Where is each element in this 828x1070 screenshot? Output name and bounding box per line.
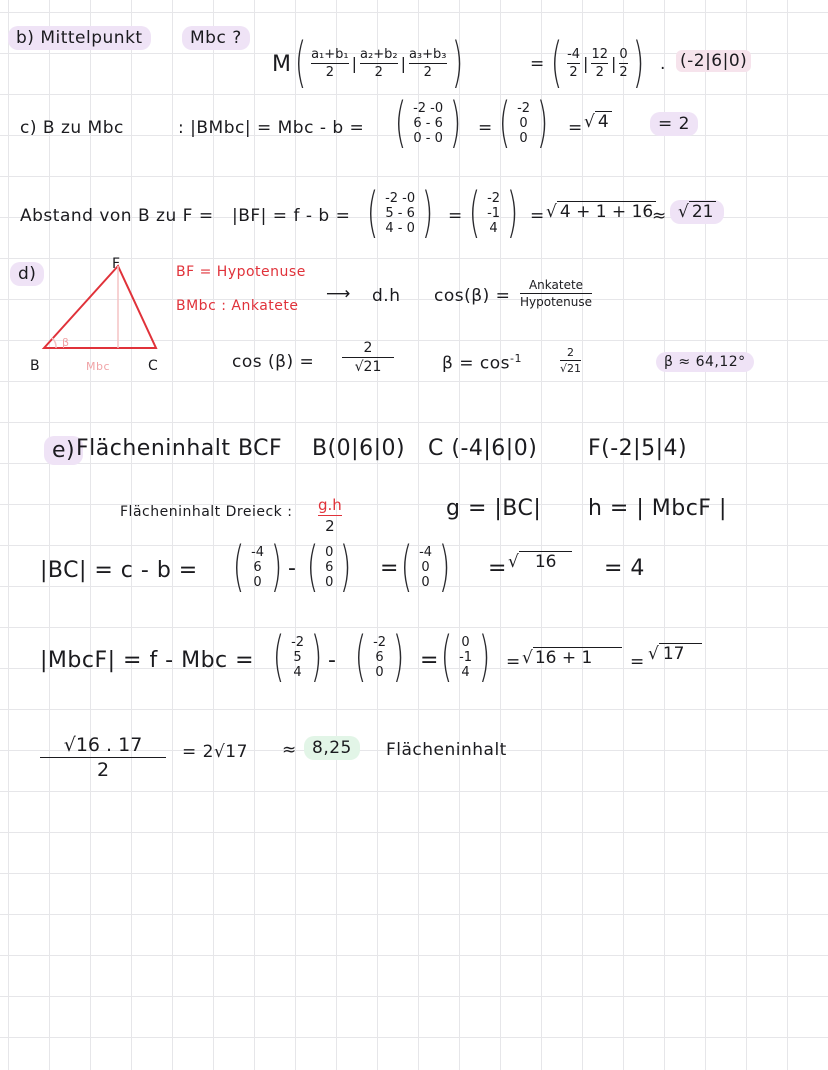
- angle-arc: [52, 338, 56, 348]
- section-b-target: Mbc ?: [182, 26, 250, 50]
- cos-label: cos(β) =: [434, 286, 511, 306]
- equals: =: [506, 652, 521, 672]
- section-e-label: e): [44, 436, 83, 465]
- area-label: Flächeninhalt: [386, 740, 507, 760]
- cosb-fraction: 2 √21: [342, 340, 394, 375]
- equals: =: [420, 648, 439, 673]
- equals: =: [448, 206, 463, 226]
- vector-c2: ( -2 0 0 ): [498, 91, 549, 154]
- sqrt-17-sum: √ 16 + 1: [522, 648, 622, 668]
- tri-label-b: B: [30, 358, 41, 374]
- midpoint-m: M: [272, 52, 292, 77]
- cos-fraction: Ankatete Hypotenuse: [520, 278, 593, 309]
- vector-mf1: ( -2 5 4 ): [272, 625, 323, 688]
- bm-ankatete: BMbc : Ankatete: [176, 298, 299, 314]
- minus: -: [328, 648, 337, 673]
- section-e-title: Flächeninhalt BCF: [76, 436, 283, 461]
- vector-bc1: ( -4 6 0 ): [232, 535, 283, 598]
- section-d-label: d): [10, 262, 44, 286]
- beta-result: β ≈ 64,12°: [656, 352, 754, 372]
- vector-mf3: ( 0 -1 4 ): [440, 625, 491, 688]
- equals: =: [488, 556, 507, 581]
- beta-eq: $\beta = \cos^{-1}$: [442, 352, 522, 374]
- equals: ≈: [652, 206, 667, 226]
- area-formula-frac: g.h 2: [318, 496, 342, 535]
- abstand-label: Abstand von B zu F =: [20, 206, 214, 226]
- equals: .: [660, 54, 666, 74]
- vector-c1: ( -2 -0 6 - 6 0 - 0 ): [394, 91, 462, 154]
- h-def: h = | MbcF |: [588, 496, 727, 521]
- cosb-label: cos (β) =: [232, 352, 315, 372]
- mf-expr: |MbcF| = f - Mbc =: [40, 648, 255, 673]
- c-result: = 2: [650, 114, 698, 134]
- vector-mf2: ( -2 6 0 ): [354, 625, 405, 688]
- section-b-label: b) Mittelpunkt: [8, 26, 151, 50]
- vector-a2: ( -2 -1 4 ): [468, 181, 519, 244]
- area-formula-label: Flächeninhalt Dreieck :: [120, 504, 293, 520]
- vector-a1: ( -2 -0 5 - 6 4 - 0 ): [366, 181, 434, 244]
- bmbc-expr: : |BMbc| = Mbc - b =: [178, 118, 365, 138]
- frac-1: $\frac{\text{a₁+b₁}}{2}$: [311, 46, 349, 80]
- equals: =: [568, 118, 583, 138]
- triangle-shape: [44, 266, 156, 348]
- equals: =: [630, 652, 645, 672]
- frac-3: $\frac{\text{a₃+b₃}}{2}$: [408, 46, 447, 80]
- midpoint-values: ( $\frac{-4}{2}$ | $\frac{12}{2}$ | $\frac{0}{2}$ ): [550, 31, 644, 94]
- midpoint-result: (-2|6|0): [676, 50, 751, 72]
- tri-label-m: Mbc: [86, 360, 111, 373]
- bc-expr: |BC| = c - b =: [40, 558, 198, 583]
- midpoint-formula: ( $\frac{\text{a₁+b₁}}{2}$ | $\frac{\text{a₂+b₂}}{2}$ | $\frac{\text{a₃+b₃}}{2}$ ): [294, 31, 463, 94]
- sqrt-16: √ 16: [508, 552, 572, 572]
- dh-text: d.h: [372, 286, 401, 306]
- vector-bc2: ( 0 6 0 ): [306, 535, 352, 598]
- abstand-expr: |BF| = f - b =: [232, 206, 351, 226]
- point-c: C (-4|6|0): [428, 436, 538, 461]
- bc-result: = 4: [604, 556, 645, 581]
- frac-2: $\frac{\text{a₂+b₂}}{2}$: [360, 46, 398, 80]
- approx: ≈: [282, 740, 297, 760]
- beta-fraction: 2 √21: [560, 346, 582, 375]
- tri-label-beta: β: [62, 336, 70, 349]
- g-def: g = |BC|: [446, 496, 542, 521]
- equals: =: [530, 54, 545, 74]
- area-fraction: √16 . 17 2: [40, 734, 166, 781]
- area-value: 8,25: [304, 736, 360, 760]
- vector-bc3: ( -4 0 0 ): [400, 535, 451, 598]
- tri-label-f: F: [112, 256, 121, 272]
- sqrt-sum: √ 4 + 1 + 16: [546, 202, 656, 222]
- point-b: B(0|6|0): [312, 436, 406, 461]
- sqrt-4: √ 4: [584, 112, 612, 132]
- section-c-label: c) B zu Mbc: [20, 118, 124, 138]
- tri-label-c: C: [148, 358, 159, 374]
- mf-result: √ 17: [648, 644, 702, 664]
- minus: -: [288, 556, 297, 581]
- arrow-right: ⟶: [326, 284, 351, 304]
- equals: =: [478, 118, 493, 138]
- area-eq: = 2√17: [182, 742, 248, 762]
- point-f: F(-2|5|4): [588, 436, 688, 461]
- equals: =: [530, 206, 545, 226]
- sqrt-21-result: √ 21: [670, 200, 724, 224]
- bf-hypotenuse: BF = Hypotenuse: [176, 264, 306, 280]
- equals: =: [380, 556, 399, 581]
